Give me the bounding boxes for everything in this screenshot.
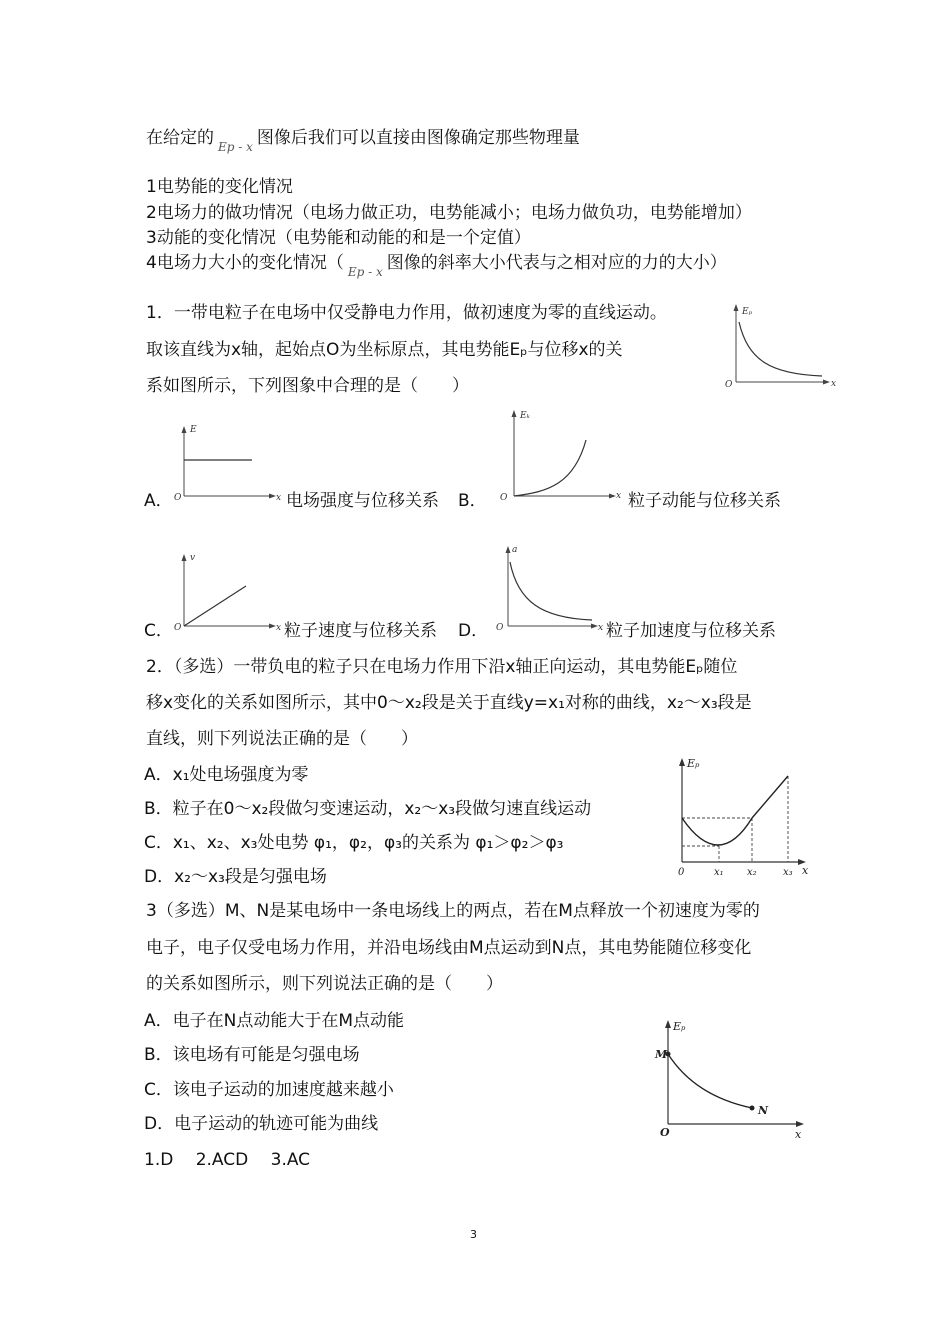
option-a-origin-label: O <box>174 493 182 503</box>
q2-fig-y-label: Eₚ <box>687 757 700 770</box>
q1-line-1: 1．一带电粒子在电场中仅受静电力作用，做初速度为零的直线运动。 <box>146 303 667 323</box>
option-b-x-label: x <box>616 491 622 501</box>
option-c-caption: 粒子速度与位移关系 <box>284 621 437 641</box>
q2-option-c: C．x₁、x₂、x₃处电势 φ₁，φ₂，φ₃的关系为 φ₁＞φ₂＞φ₃ <box>144 833 564 853</box>
option-c-letter: C． <box>144 621 173 641</box>
q2-option-b: B．粒子在0～x₂段做匀变速运动，x₂～x₃段做匀速直线运动 <box>144 799 592 819</box>
intro-item-2: 2电场力的做功情况（电场力做正功，电势能减小；电场力做负功，电势能增加） <box>146 203 752 223</box>
option-b-caption: 粒子动能与位移关系 <box>628 491 781 511</box>
q1-line-3: 系如图所示，下列图象中合理的是（ ） <box>146 376 469 396</box>
q1-fig-x-label: x <box>831 379 837 389</box>
q3-line-3: 的关系如图所示，则下列说法正确的是（ ） <box>146 974 503 994</box>
page-number: 3 <box>470 1228 477 1241</box>
intro-item-1: 1电势能的变化情况 <box>146 177 293 197</box>
intro-title-after: 图像后我们可以直接由图像确定那些物理量 <box>256 128 580 148</box>
q2-option-a: A．x₁处电场强度为零 <box>144 765 309 785</box>
q3-fig-y-label: Eₚ <box>673 1020 686 1033</box>
intro-item-4-after: 图像的斜率大小代表与之相对应的力的大小） <box>386 253 727 273</box>
q1-fig-y-label: Eₚ <box>742 307 753 317</box>
option-d-y-label: a <box>512 545 518 555</box>
option-d-letter: D． <box>458 621 489 641</box>
option-b-graph <box>494 404 626 504</box>
q2-line-1: 2．（多选）一带负电的粒子只在电场力作用下沿x轴正向运动，其电势能Eₚ随位 <box>146 657 738 677</box>
option-a-letter: A． <box>144 491 173 511</box>
option-c-graph <box>168 546 284 634</box>
q2-fig-x1-label: x₁ <box>714 867 724 878</box>
q3-option-a: A．电子在N点动能大于在M点动能 <box>144 1011 405 1031</box>
option-d-graph <box>494 540 606 634</box>
q2-line-3: 直线，则下列说法正确的是（ ） <box>146 729 418 749</box>
option-c-x-label: x <box>276 623 282 633</box>
intro-title <box>146 128 580 154</box>
option-d-caption: 粒子加速度与位移关系 <box>606 621 776 641</box>
option-d-origin-label: O <box>496 623 504 633</box>
q3-fig-n-label: N <box>758 1104 769 1117</box>
q2-option-d: D．x₂～x₃段是匀强电场 <box>144 867 327 887</box>
q3-option-c: C．该电子运动的加速度越来越小 <box>144 1080 394 1100</box>
q1-line-2: 取该直线为x轴，起始点O为坐标原点，其电势能Eₚ与位移x的关 <box>146 340 623 360</box>
q3-fig-m-label: M <box>655 1048 668 1061</box>
q2-fig-x2-label: x₂ <box>747 867 757 878</box>
intro-item-4-before: 4电场力大小的变化情况（ <box>146 253 344 273</box>
ep-x-formula: Ep - x <box>347 265 383 279</box>
option-c-origin-label: O <box>174 623 182 633</box>
q1-fig-origin-label: O <box>725 380 733 390</box>
q2-fig-origin-label: 0 <box>678 867 685 878</box>
option-b-letter: B． <box>458 491 487 511</box>
q1-ep-x-figure <box>722 300 838 392</box>
option-a-x-label: x <box>276 493 282 503</box>
option-a-y-label: E <box>190 425 197 435</box>
q2-line-2: 移x变化的关系如图所示，其中0～x₂段是关于直线y=x₁对称的曲线，x₂～x₃段是 <box>146 693 752 713</box>
q3-option-b: B．该电场有可能是匀强电场 <box>144 1045 360 1065</box>
option-b-y-label: Eₖ <box>520 411 530 421</box>
option-a-caption: 电场强度与位移关系 <box>286 491 439 511</box>
option-a-graph <box>168 420 284 504</box>
q2-fig-x-label: x <box>802 864 809 877</box>
option-c-y-label: v <box>190 553 196 563</box>
intro-title-before: 在给定的 <box>146 128 214 148</box>
intro-item-3: 3动能的变化情况（电势能和动能的和是一个定值） <box>146 228 531 248</box>
q3-fig-x-label: x <box>795 1128 802 1140</box>
answer-key: 1.D 2.ACD 3.AC <box>144 1150 311 1170</box>
q2-ep-x-figure <box>672 750 812 880</box>
option-b-origin-label: O <box>500 493 508 503</box>
ep-x-formula: Ep - x <box>218 140 253 154</box>
q3-option-d: D．电子运动的轨迹可能为曲线 <box>144 1114 379 1134</box>
option-d-x-label: x <box>598 623 604 633</box>
q3-fig-origin-label: O <box>660 1126 670 1139</box>
q3-line-2: 电子，电子仅受电场力作用，并沿电场线由M点运动到N点，其电势能随位移变化 <box>146 938 752 958</box>
q3-ep-x-figure <box>652 1014 812 1140</box>
intro-item-4 <box>146 253 727 279</box>
q3-line-1: 3（多选）M、N是某电场中一条电场线上的两点，若在M点释放一个初速度为零的 <box>146 901 760 921</box>
q2-fig-x3-label: x₃ <box>783 867 793 878</box>
